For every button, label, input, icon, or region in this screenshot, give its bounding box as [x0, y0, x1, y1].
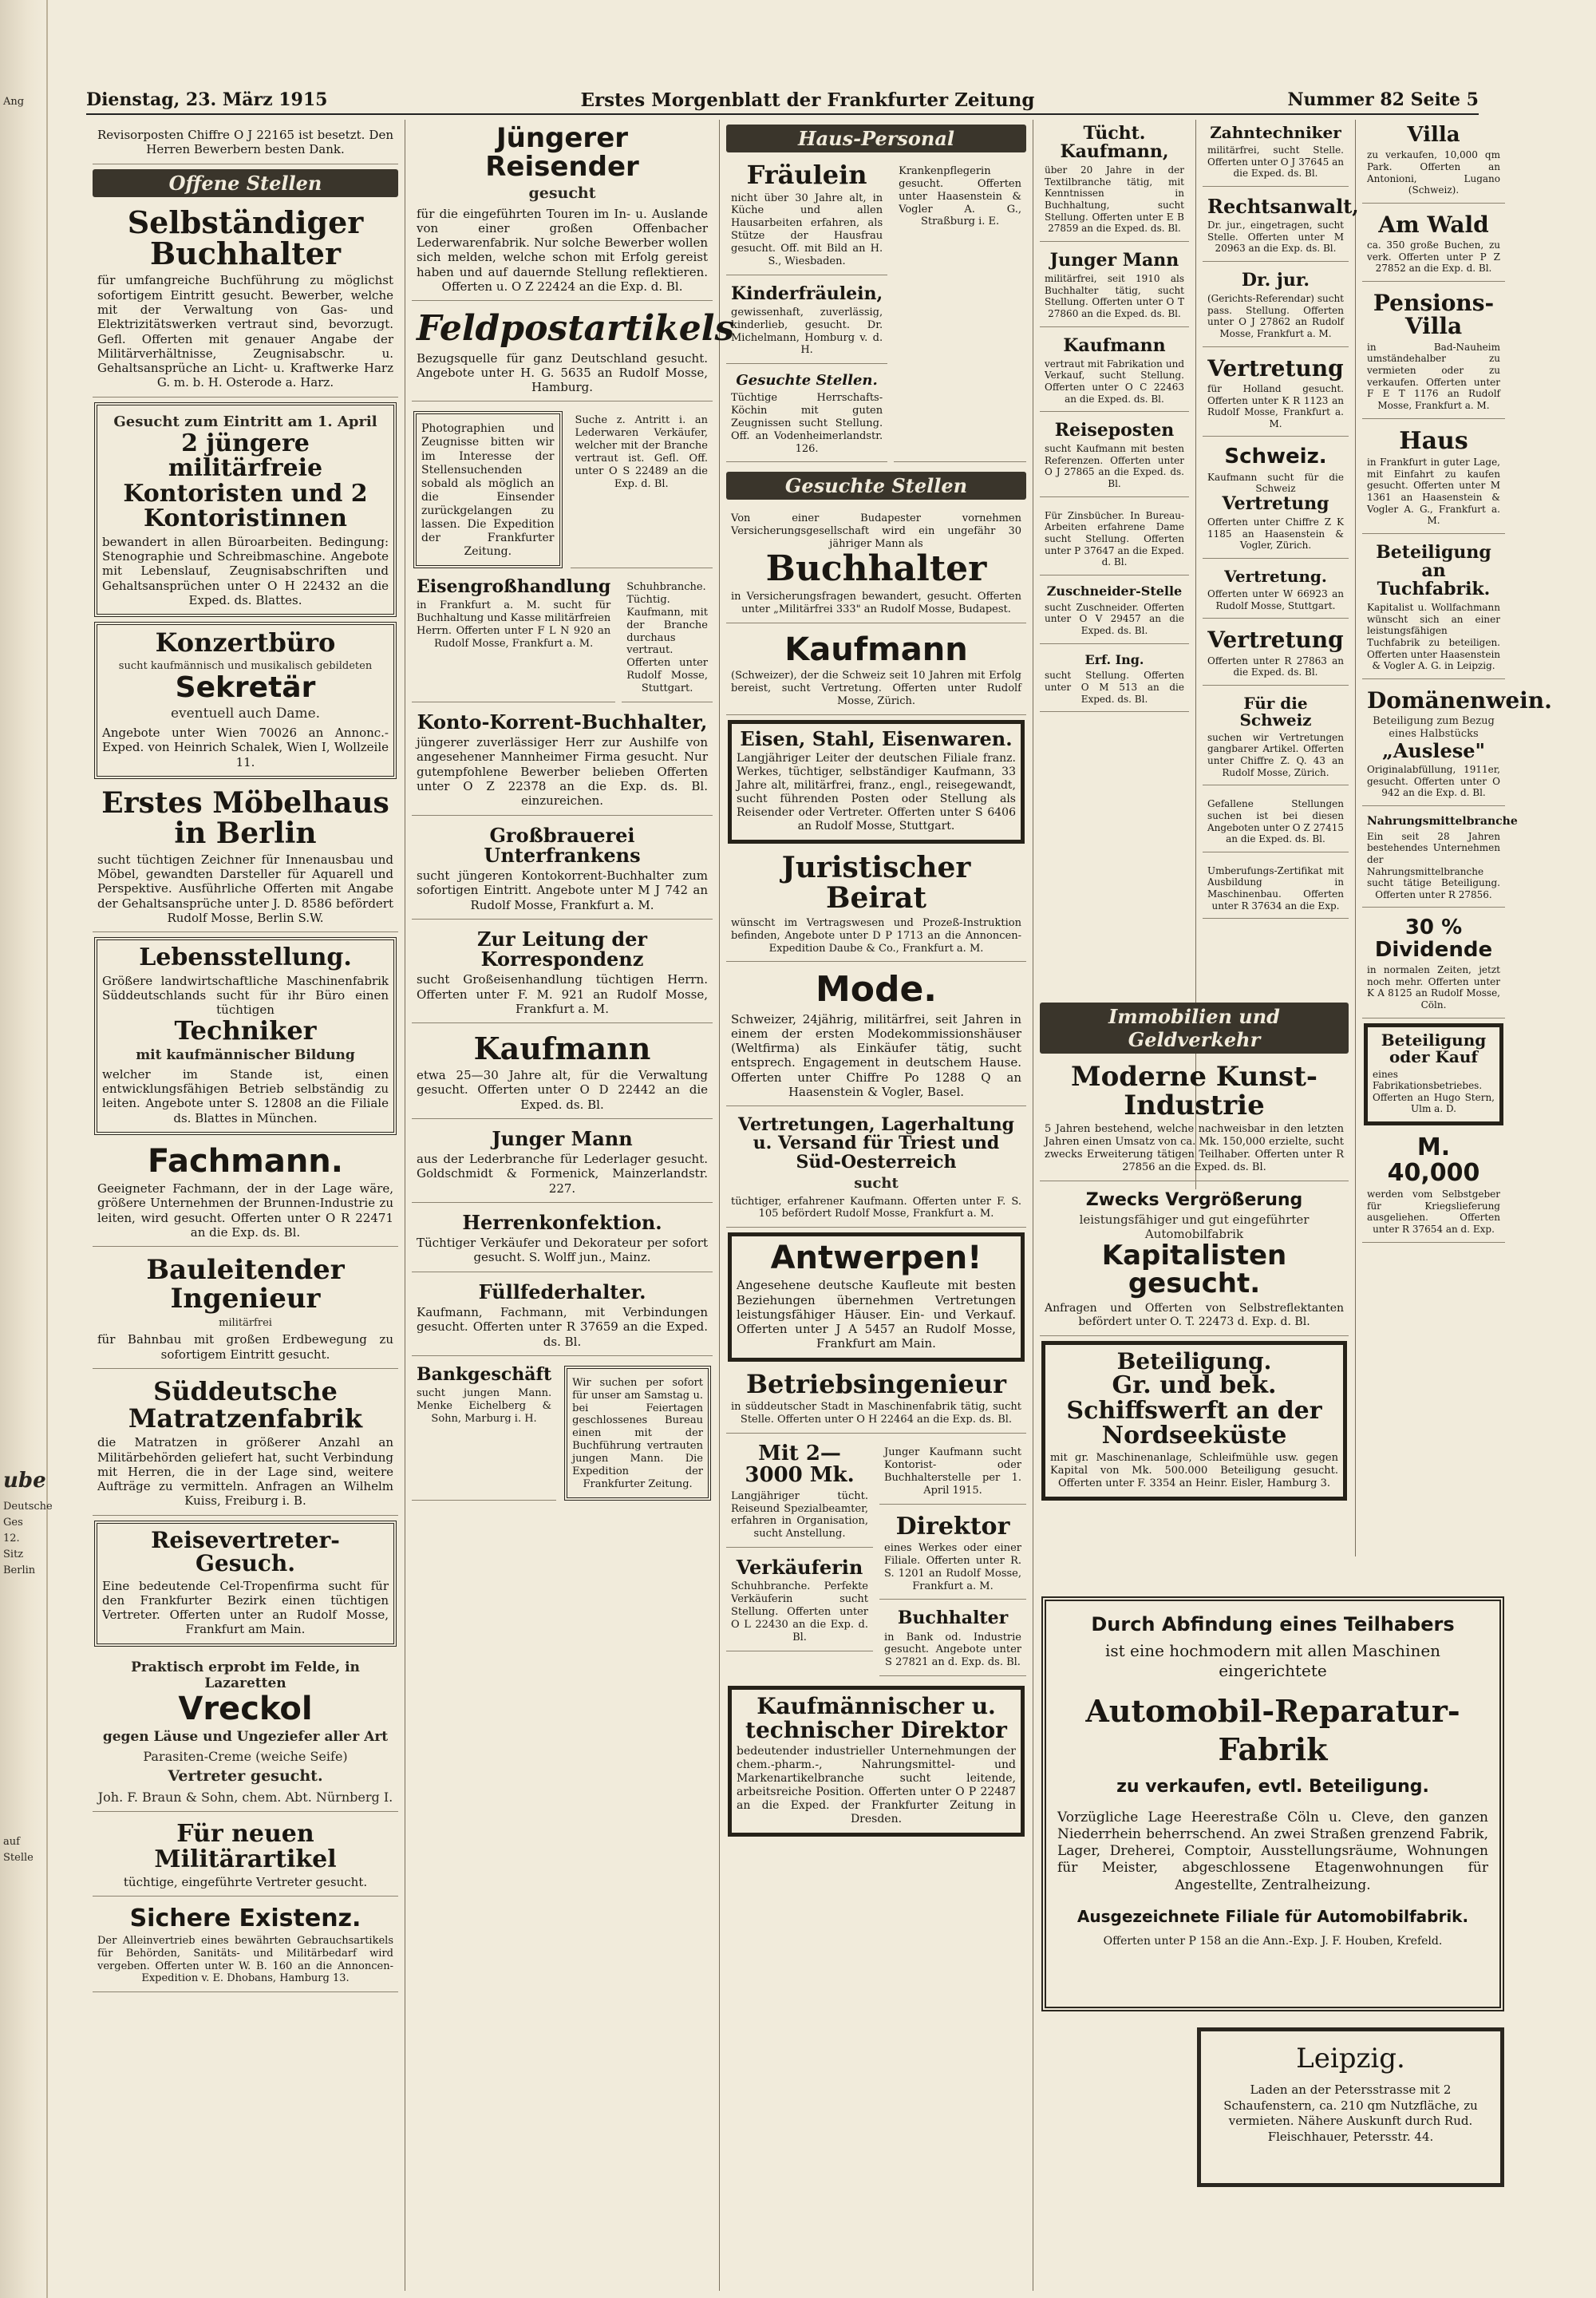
ad-title: Leipzig.	[1296, 2043, 1405, 2075]
ad-title: Zwecks Vergrößerung	[1085, 1189, 1303, 1210]
ad-body: (Schweizer), der die Schweiz seit 10 Jahren mit Erfolg bereist, sucht Vertretung. Offerten unter Rudolf Mosse, Zürich.	[731, 669, 1021, 707]
ad-kaufmann	[412, 1028, 713, 1119]
notice-expedition	[564, 1366, 711, 1501]
previous-page-gutter	[0, 0, 53, 2298]
ad-body: Kapitalist u. Wollfachmann wünscht sich an einer leistungsfähigen Tuchfabrik zu beteiligen. Offerten unter Haasenstein & Vogler A. G. in Leipzig.	[1367, 602, 1501, 672]
ad-buchhalter	[93, 202, 398, 398]
ad-title: Vertretungen, Lagerhaltung u. Versand für Triest und Süd-Oesterreich	[737, 1114, 1015, 1173]
ad-direktor	[879, 1509, 1026, 1600]
ad-grossbrauerei	[412, 821, 713, 920]
ad-body: Kaufmann sucht für die Schweiz	[1207, 471, 1344, 495]
gutter-fragment: Deutsche	[3, 1501, 53, 1513]
ad-dr-jur	[1203, 267, 1349, 347]
ad-body: in Bank od. Industrie gesucht. Angebote unter S 27821 an d. Exp. ds. Bl.	[884, 1631, 1021, 1669]
ad-kunst-industrie	[1040, 1058, 1349, 1181]
ad-title: Betriebsingenieur	[745, 1368, 1006, 1399]
page-header	[86, 86, 1479, 115]
ad-title: Buchhalter	[897, 1608, 1009, 1629]
ad-title: Schweiz.	[1224, 445, 1327, 469]
ad-fuer-die-schweiz	[1203, 690, 1349, 786]
ad-kaufmann-schweiz	[726, 628, 1026, 715]
column-1	[86, 120, 405, 2291]
ad-body: wünscht im Vertragswesen und Prozeß-Instruktion befinden, Angebote unter D P 1713 an die Annoncen-Expedition Daube & Co., Frankfurt a. M.	[731, 916, 1021, 955]
notice-photographien	[413, 411, 563, 568]
ad-schiffswerft	[1041, 1341, 1347, 1500]
ad-body: Ein seit 28 Jahren bestehendes Unternehmen der Nahrungsmittelbranche sucht tätige Beteiligung. Offerten unter R 27856.	[1367, 830, 1500, 900]
ad-title: Lebensstellung.	[139, 943, 352, 972]
ad-title: Zur Leitung der Korrespondenz	[476, 927, 648, 971]
ad-subtitle: Parasiten-Creme (weiche Seife)	[143, 1748, 348, 1764]
ad-am-wald	[1362, 208, 1505, 282]
ad-sichere-existenz	[93, 1901, 398, 1992]
ad-title: Herrenkonfektion.	[462, 1210, 662, 1234]
ad-2-3000-mk	[726, 1438, 873, 1548]
ad-fuellfederhalter	[412, 1277, 713, 1356]
ad-rechtsanwalt	[1203, 192, 1359, 262]
ad-title: Füllfederhalter.	[478, 1280, 646, 1303]
ad-junger-mann	[412, 1124, 713, 1203]
ad-subtitle: gegen Läuse und Ungeziefer aller Art	[102, 1729, 389, 1746]
ad-body: (Gerichts-Referendar) sucht pass. Stellung. Offerten unter O J 27862 an Rudolf Mosse, Frankfurt a. M.	[1207, 293, 1344, 339]
ad-body: Offerten unter W 66923 an Rudolf Mosse, Stuttgart.	[1207, 587, 1344, 611]
ad-beteiligung-kauf	[1364, 1023, 1503, 1126]
ad-title: Kaufmann	[473, 1030, 651, 1067]
ad-automobil-reparatur	[1041, 1596, 1504, 2011]
ad-body: Tüchtiger Verkäufer und Dekorateur per sofort gesucht. S. Wolff jun., Mainz.	[417, 1236, 708, 1265]
ad-tuecht-kaufmann	[1040, 120, 1189, 242]
ad-body: Anfragen und Offerten von Selbstreflektanten befördert unter O. T. 22473 d. Exp. d. Bl.	[1045, 1301, 1344, 1328]
ad-title: Für neuen Militärartikel	[154, 1820, 337, 1873]
ad-title: Durch Abfindung eines Teilhabers	[1091, 1613, 1455, 1635]
ad-subtitle: gesucht	[528, 184, 596, 203]
ad-body: sucht tüchtigen Zeichner für Innenausbau und Möbel, gewandten Darsteller für Aquarell und Perspektive. Ausführliche Offerten mit Angabe der Gehaltsansprüche unter J. D. 8586 befördert Rudolf Mosse, Berlin S.W.	[97, 852, 393, 925]
ad-zuschneider	[1040, 580, 1189, 644]
ad-dividende	[1362, 912, 1505, 1018]
column-5	[1196, 120, 1359, 1094]
split-right	[879, 1438, 1026, 1681]
ad-title: Kapitalisten gesucht.	[1101, 1239, 1287, 1300]
header-number: Nummer 82 Seite 5	[1287, 89, 1479, 110]
column-6	[1356, 120, 1552, 1580]
ad-bold-line: Ausgezeichnete Filiale für Automobilfabrik.	[1077, 1906, 1469, 1926]
ad-title: Junger Mann	[492, 1126, 633, 1150]
ad-title: Reiseposten	[1054, 420, 1175, 441]
ad-body: für Bahnbau mit großen Erdbewegung zu sofortigem Eintritt gesucht.	[97, 1332, 393, 1362]
ad-body: Angebote unter Wien 70026 an Annonc.-Exped. von Heinrich Schalek, Wien I, Wollzeile 11.	[102, 726, 389, 769]
ad-korrespondenz	[412, 924, 713, 1023]
ad-body: in Versicherungsfragen bewandert, gesucht. Offerten unter „Militärfrei 333" an Rudolf Mosse, Budapest.	[731, 591, 1021, 616]
ad-body: Offerten unter R 27863 an die Exped. ds. Bl.	[1207, 655, 1344, 678]
ad-subtitle: Praktisch erprobt im Felde, in Lazaretten	[131, 1659, 360, 1692]
ad-body: Langjähriger tücht. Reiseund Spezialbeamter, erfahren in Organisation, sucht Anstellung.	[731, 1489, 868, 1541]
ad-title: 2 jüngere militärfreie Kontoristen und 2 Kontoristinnen	[123, 429, 368, 533]
ad-herrenkonfektion	[412, 1208, 713, 1272]
ad-body: jüngerer zuverlässiger Herr zur Aushilfe von angesehener Mannheimer Firma gesucht. Nur gutempfohlene Bewerber belieben Offerten unter O Z 22378 an die Exp. ds. Bl. einzureichen.	[417, 735, 708, 809]
ad-body: militärfrei, sucht Stelle. Offerten unter O J 37645 an die Exped. ds. Bl.	[1207, 144, 1344, 180]
gutter-fragment: Stelle	[3, 1852, 34, 1864]
ad-body: militärfrei, seit 1910 als Buchhalter tätig, sucht Stellung. Offerten unter O T 27860 an die Exped. ds. Bl.	[1045, 273, 1184, 319]
ad-body: Langjähriger Leiter der deutschen Filiale franz. Werkes, tüchtiger, selbständiger Kaufmann, 33 Jahre alt, militärfrei, franz., engl., reisegewandt, sucht führenden Posten oder Stellung als Reisender oder Vertreter. Offerten unter S 6406 an Rudolf Mosse, Stuttgart.	[737, 751, 1016, 833]
ad-title: Kinderfräulein,	[731, 283, 883, 304]
gutter-fragment: Ges	[3, 1517, 23, 1529]
ad-body: zu verkaufen, 10,000 qm Park. Offerten an Antonioni, Lugano (Schweiz).	[1367, 149, 1500, 196]
ad-leipzig	[1197, 2027, 1504, 2187]
ad-eisen-stahl	[728, 720, 1025, 844]
ad-title: Erf. Ing.	[1084, 651, 1144, 667]
ad-vergroesserung	[1040, 1186, 1349, 1336]
ad-body: eines Fabrikationsbetriebes. Offerten an Hugo Stern, Ulm a. D.	[1373, 1068, 1495, 1115]
ad-subtitle: zu verkaufen, evtl. Beteiligung.	[1116, 1777, 1429, 1797]
ad-title: Vertretung	[1207, 627, 1344, 654]
ad-body: Tüchtige Herrschafts-Köchin mit guten Zeugnissen sucht Stellung. Off. an Vodenheimerlandstr. 126.	[731, 392, 883, 455]
ad-reisevertreter	[94, 1521, 397, 1647]
ad-subtitle: mit kaufmännischer Bildung	[136, 1047, 355, 1064]
ad-body: Laden an der Petersstrasse mit 2 Schaufenstern, ca. 210 qm Nutzfläche, zu vermieten. Nähere Auskunft durch Rud. Fleischhauer, Petersstr. 44.	[1223, 2082, 1478, 2144]
ad-body: bedeutender industrieller Unternehmungen der chem.-pharm.-, Nahrungsmittel- und Markenartikelbranche sucht leitende, arbeitsreiche Position. Offerten unter O P 22487 an die Exped. der Frankfurter Zeitung in Dresden.	[737, 1744, 1016, 1826]
ad-title: Beteiligung an Tuchfabrik.	[1376, 541, 1491, 600]
ad-subtitle: leistungsfähiger und gut eingeführter Automobilfabrik	[1079, 1212, 1310, 1242]
ad-body: für Holland gesucht. Offerten unter K R 1123 an Rudolf Mosse, Frankfurt a. M.	[1207, 382, 1344, 429]
ad-title: Tücht. Kaufmann,	[1060, 123, 1169, 163]
ad-title: Dividende	[1374, 937, 1493, 962]
ad-title: Erstes Möbelhaus in Berlin	[101, 786, 389, 850]
ad-mode	[726, 967, 1026, 1106]
ad-body: sucht Zuschneider. Offerten unter O V 29457 an die Exped. ds. Bl.	[1045, 601, 1184, 636]
ad-subtitle: Beteiligung zum Bezug eines Halbstücks	[1373, 715, 1495, 741]
ad-title: Pensions-Villa	[1373, 290, 1495, 340]
ad-title: Am Wald	[1378, 211, 1489, 238]
ad-body: Kaufmann, Fachmann, mit Verbindungen gesucht. Offerten unter R 37659 an die Exped. ds. Bl.	[417, 1304, 708, 1349]
ad-title: Vreckol	[178, 1691, 313, 1728]
ad-body: vertraut mit Fabrikation und Verkauf, sucht Stellung. Offerten unter O C 22463 an die Exped. ds. Bl.	[1045, 358, 1184, 405]
ad-body: in süddeutscher Stadt in Maschinenfabrik tätig, sucht Stelle. Offerten unter O H 22464 an die Exp. ds. Bl.	[731, 1401, 1021, 1426]
ad-feldpostartikel	[412, 306, 735, 401]
split-row	[412, 406, 713, 573]
ad-firm: Offerten unter P 158 an die Ann.-Exp. J. F. Houben, Krefeld.	[1103, 1934, 1443, 1948]
ad-title: Mit 2—3000 Mk.	[745, 1442, 855, 1488]
ad-title: Buchhalter	[765, 548, 987, 590]
ad-body: Größere landwirtschaftliche Maschinenfabrik Süddeutschlands sucht für ihr Büro einen tüchtigen	[102, 973, 389, 1018]
ad-title: Feldpostartikels	[417, 308, 735, 350]
ad-title: Sichere Existenz.	[129, 1904, 361, 1933]
ad-title: Beteiligung oder Kauf	[1381, 1030, 1487, 1066]
ad-title: Vertretung	[1222, 492, 1329, 514]
ad-schuhbranche	[622, 573, 713, 702]
ad-body: Geeigneter Fachmann, der in der Lage wäre, größere Unternehmen der Brunnen-Industrie zu leiten, wird gesucht. Offerten unter O R 22471 an die Exp. ds. Bl.	[97, 1181, 393, 1240]
ad-title: Haus	[1399, 426, 1468, 455]
ad-haus	[1362, 424, 1505, 534]
ad-body: Vorzügliche Lage Heerestraße Cöln u. Cleve, den ganzen Niederrhein beherrschend. An zwei Straßen grenzend Fabrik, Lager, Dreherei, Comptoir, Ausstellungsräume, Wohnungen für Meister, abgeschlossene Etagenwohnungen für Angestellte, Zentralheizung.	[1057, 1809, 1488, 1893]
ad-body: Krankenpflegerin gesucht. Offerten unter Haasenstein & Vogler A. G., Straßburg i. E.	[899, 165, 1021, 228]
ad-vreckol	[93, 1651, 398, 1812]
ad-militaerartikel	[93, 1817, 398, 1897]
ad-title: Konzertbüro	[155, 627, 336, 659]
ad-subtitle: ist eine hochmodern mit allen Maschinen eingerichtete	[1104, 1641, 1441, 1680]
ad-domaenenwein	[1362, 684, 1552, 806]
ad-title: Juristischer Beirat	[781, 851, 971, 915]
ad-zinsbuecher	[1040, 502, 1189, 575]
ad-title: Dr. jur.	[1241, 269, 1310, 291]
ad-body: sucht Stellung. Offerten unter O M 513 an die Exped. ds. Bl.	[1045, 670, 1184, 705]
ad-body: Angesehene deutsche Kaufleute mit besten Beziehungen übernehmen Vertretungen leistungsfähiger Häuser. Ein- und Verkauf. Offerten unter J A 5457 an Rudolf Mosse, Frankfurt am Main.	[737, 1278, 1016, 1351]
ad-technischer-direktor	[728, 1686, 1025, 1837]
ad-body: Junger Kaufmann sucht Kontorist- oder Buchhalterstelle per 1. April 1915.	[884, 1446, 1021, 1497]
ad-body: 5 Jahren bestehend, welche nachweisbar in den letzten Jahren einen Umsatz von ca. Mk. 150,000 erzielte, sucht zwecks Erweiterung tätigen Teilhaber. Offerten unter R 27856 an die Exped. ds. Bl.	[1045, 1123, 1344, 1173]
ad-erf-ing	[1040, 649, 1189, 713]
ad-title: Vertretung	[1207, 354, 1344, 382]
ad-vertretungen-triest	[726, 1111, 1026, 1228]
ad-title: Bankgeschäft	[417, 1363, 552, 1385]
ad-body: Von einer Budapester vornehmen Versicherungsgesellschaft wird ein ungefähr 30 jähriger Mann als	[731, 512, 1021, 551]
ad-body: mit gr. Maschinenanlage, Schleifmühle usw. gegen Kapital von Mk. 500.000 Beteiligung gesucht. Offerten unter F. 3354 an Heinr. Eisler, Hamburg 3.	[1050, 1451, 1338, 1489]
section-offene-stellen: Offene Stellen	[93, 169, 398, 197]
column-4-5-lower	[1033, 998, 1356, 1556]
ad-moebelhaus	[93, 784, 398, 932]
ad-title: Konto-Korrent-Buchhalter,	[417, 710, 708, 734]
ad-title: Kaufmann	[1063, 334, 1166, 356]
ad-title: Zuschneider-Stelle	[1046, 583, 1183, 599]
ad-title: M. 40,000	[1387, 1133, 1480, 1187]
ad-title: Eisen, Stahl, Eisenwaren.	[740, 726, 1013, 750]
ad-title: Kaufmann	[784, 631, 968, 668]
split-row	[412, 573, 713, 707]
ad-vertretung-7	[1203, 623, 1349, 686]
ad-title: Domänenwein.	[1367, 686, 1552, 714]
ad-koechin	[726, 369, 887, 462]
ad-body: sucht jüngeren Kontokorrent-Buchhalter zum sofortigen Eintritt. Angebote unter M J 742 an Rudolf Mosse, Frankfurt a. M.	[417, 868, 708, 912]
ad-title: Süddeutsche Matratzenfabrik	[128, 1376, 363, 1434]
ad-fachmann	[93, 1140, 398, 1247]
ad-title: „Auslese"	[1381, 738, 1486, 762]
column-2	[405, 120, 735, 2291]
ad-body: nicht über 30 Jahre alt, in Küche und allen Hausarbeiten erfahren, als Stütze der Hausfrau gesucht. Off. mit Bild an H. S., Wiesbaden.	[731, 192, 883, 267]
ad-body: Schweizer, 24jährig, militärfrei, seit Jahren in einem der ersten Modekommissionshäuser (Weltfirma) als Einkäufer tätig, sucht entsprech. Engagement in deutschem Hause. Offerten unter Chiffre Po 1288 Q an Haasenstein & Vogler, Basel.	[731, 1011, 1021, 1100]
ad-body: für die eingeführten Touren im In- u. Auslande von einer großen Offenbacher Lederwarenfabrik. Nur solche Bewerber wollen sich melden, welche schon mit Erfolg gereist haben und auf dauernde Stellung reflektieren. Offerten u. O Z 22424 an die Exp. d. Bl.	[417, 206, 708, 295]
ad-body: in normalen Zeiten, jetzt noch mehr. Offerten unter K A 8125 an Rudolf Mosse, Cöln.	[1367, 964, 1500, 1011]
ad-body: suchen wir Vertretungen gangbarer Artikel. Offerten unter Chiffre Z. Q. 43 an Rudolf Mosse, Zürich.	[1207, 731, 1344, 778]
ad-m-40000	[1362, 1130, 1505, 1243]
ad-junger-kaufmann	[879, 1438, 1026, 1504]
ad-body: sucht Großeisenhandlung tüchtigen Herrn. Offerten unter F. M. 921 an Rudolf Mosse, Frankfurt a. M.	[417, 972, 708, 1016]
ad-body: Bezugsquelle für ganz Deutschland gesucht. Angebote unter H. G. 5635 an Rudolf Mosse, Hamburg.	[417, 350, 708, 395]
ad-schweiz	[1203, 441, 1349, 559]
ad-body: über 20 Jahre in der Textilbranche tätig, mit Kenntnissen in Buchhaltung, sucht Stellung. Offerten unter E B 27859 an die Exped. ds. Bl.	[1045, 164, 1184, 235]
header-title: Erstes Morgenblatt der Frankfurter Zeitung	[580, 89, 1035, 111]
ad-body: Schuhbranche. Tüchtig. Kaufmann, mit der Branche durchaus vertraut. Offerten unter Rudolf Mosse, Stuttgart.	[626, 581, 708, 695]
gutter-fragment: Sitz	[3, 1548, 24, 1560]
ad-pensions-villa	[1362, 287, 1505, 419]
ad-body: welcher im Stande ist, einen entwicklungsfähigen Betrieb selbständig zu leiten. Angebote unter S. 12808 an die Filiale ds. Blattes in München.	[102, 1066, 389, 1125]
ad-kontokorrent	[412, 707, 713, 816]
ad-title: Moderne Kunst-Industrie	[1070, 1061, 1318, 1121]
ad-body: bewandert in allen Büroarbeiten. Bedingung: Stenographie und Schreibmaschine. Angebote mit Lebenslauf, Zeugnisabschriften und Gehaltsansprüchen unter O H 22432 an die Exped. ds. Blattes.	[102, 534, 389, 607]
gutter-fragment: auf	[3, 1836, 20, 1848]
ad-body: Umberufungs-Zertifikat mit Ausbildung in Maschinenbau. Offerten unter R 37634 an die Exp.	[1207, 864, 1344, 912]
ad-body: werden vom Selbstgeber für Kriegslieferung ausgeliehen. Offerten unter R 37654 an d. Exp.	[1367, 1189, 1500, 1235]
ad-nahrungsmittel	[1362, 811, 1518, 908]
header-date: Dienstag, 23. März 1915	[86, 89, 328, 110]
split-left	[726, 1438, 873, 1681]
ad-kaufmann-4	[1040, 332, 1189, 413]
ad-subtitle: Gesucht zum Eintritt am 1. April	[113, 413, 377, 430]
ad-body: tüchtige, eingeführte Vertreter gesucht.	[123, 1875, 368, 1890]
ad-vertretung-6	[1203, 564, 1349, 619]
notice-revisor	[93, 120, 398, 164]
ad-vertretung-holland	[1203, 352, 1349, 437]
ad-buchhalter-bank	[879, 1604, 1026, 1676]
gutter-fragment: Berlin	[3, 1564, 36, 1576]
ad-title: Antwerpen!	[770, 1240, 982, 1277]
ad-title: Vertretung.	[1224, 566, 1327, 586]
ad-body: aus der Lederbranche für Lederlager gesucht. Goldschmidt & Formenick, Mainzerlandstr. 227.	[417, 1152, 708, 1196]
ad-body: Dr. jur., eingetragen, sucht Stelle. Offerten unter M 20963 an die Exp. ds. Bl.	[1207, 220, 1344, 255]
ad-title: Reisevertreter-Gesuch.	[151, 1526, 340, 1577]
ad-stellungen	[1203, 790, 1349, 852]
ad-krankenpflegerin	[894, 157, 1026, 462]
ad-villa	[1362, 120, 1505, 204]
ad-title: Zahntechniker	[1210, 123, 1341, 142]
ad-zahntechniker	[1203, 120, 1349, 187]
split-row	[726, 1438, 1026, 1681]
ad-subtitle: sucht kaufmännisch und musikalisch gebildeten	[118, 659, 373, 672]
ad-title: Junger Mann	[1049, 249, 1179, 271]
ad-body: Suche z. Antritt i. an Lederwaren Verkäufer, welcher mit der Branche vertraut ist. Gefl. Off. unter O S 22489 an die Exp. d. Bl.	[575, 414, 708, 490]
ad-body: Vertreter gesucht.	[168, 1767, 323, 1786]
ad-title: Sekretär	[175, 670, 316, 704]
ad-body: etwa 25—30 Jahre alt, für die Verwaltung gesucht. Offerten unter O D 22442 an die Exped. ds. Bl.	[417, 1068, 708, 1112]
ad-title: Rechtsanwalt,	[1207, 194, 1359, 218]
ad-ingenieur	[93, 1252, 398, 1369]
ad-title: Gr. und bek. Schiffswerft an der Nordseeküste	[1066, 1371, 1322, 1450]
ad-body: eines Werkes oder einer Filiale. Offerten unter R. S. 1201 an Rudolf Mosse, Frankfurt a. M.	[884, 1542, 1021, 1592]
section-immobilien: Immobilien und Geldverkehr	[1040, 1003, 1349, 1054]
ad-body: Offerten unter Chiffre Z K 1185 an Haasenstein & Vogler, Zürich.	[1207, 516, 1344, 552]
ad-title: Nahrungsmittelbranche	[1367, 815, 1518, 829]
ad-body: Der Alleinvertrieb eines bewährten Gebrauchsartikels für Behörden, Sanitäts- und Militärbedarf wird vergeben. Offerten unter W. B. 160 an die Annoncen-Expedition v. E. Dhobans, Hamburg 13.	[97, 1934, 393, 1985]
ad-title: Jüngerer Reisender	[485, 122, 639, 183]
ad-title: Direktor	[895, 1512, 1010, 1541]
ad-body: in Frankfurt a. M. sucht für Buchhaltung und Kasse militärfreien Herrn. Offerten unter F L N 920 an Rudolf Mosse, Frankfurt a. M.	[417, 599, 611, 650]
ad-lebensstellung	[94, 937, 397, 1135]
ad-antwerpen	[728, 1232, 1025, 1361]
split-row	[726, 157, 1026, 467]
gutter-fragment: 12.	[3, 1533, 20, 1545]
ad-konzertbuero	[94, 622, 397, 779]
ad-title: Automobil-Reparatur-Fabrik	[1085, 1693, 1460, 1767]
gutter-fragment: ube	[3, 1469, 46, 1493]
ad-title: Villa	[1407, 123, 1460, 147]
section-gesuchte-stellen: Gesuchte Stellen	[726, 472, 1026, 500]
ad-title: Fachmann.	[148, 1143, 343, 1181]
ad-subtitle: eventuell auch Dame.	[170, 706, 321, 722]
ad-reisender	[412, 120, 713, 301]
section-haus-personal: Haus-Personal	[726, 125, 1026, 152]
ad-lederwaren	[571, 406, 713, 568]
notice-text: Revisorposten Chiffre O J 22165 ist besetzt. Den Herren Bewerbern besten Dank.	[97, 128, 393, 157]
ad-title: Eisengroßhandlung	[417, 576, 611, 598]
ad-kinderfraeulein	[726, 280, 887, 365]
ad-buchhalter-budapest	[726, 504, 1026, 623]
ad-title: Kaufmännischer u. technischer Direktor	[745, 1693, 1007, 1743]
gutter-fragment: Ang	[3, 96, 25, 108]
ad-title: Techniker	[174, 1015, 317, 1046]
ad-body: in Bad-Nauheim umständehalber zu vermieten oder zu verkaufen. Offerten unter F E T 1176 an Rudolf Mosse, Frankfurt a. M.	[1367, 341, 1500, 411]
ad-junger-mann-4	[1040, 247, 1189, 327]
ad-firm: Joh. F. Braun & Sohn, chem. Abt. Nürnberg I.	[97, 1789, 393, 1805]
ad-kontoristen	[94, 402, 397, 617]
ad-reiseposten	[1040, 417, 1189, 497]
ad-title: Selbständiger Buchhalter	[127, 204, 364, 272]
ad-bankgeschaeft	[412, 1361, 556, 1501]
ad-body: Gefallene Stellungen suchen ist bei diesen Angeboten unter O Z 27415 an die Exped. ds. Bl.	[1207, 798, 1344, 845]
ad-subtitle: sucht	[854, 1174, 899, 1192]
ad-title: 30 %	[1404, 916, 1463, 940]
notice-text: Wir suchen per sofort für unser am Samstag u. bei Feiertagen geschlossenes Bureau einen mit der Buchführung vertrauten jungen Mann. Die Expedition der Frankfurter Zeitung.	[572, 1376, 703, 1490]
column-3	[720, 120, 1033, 2291]
split-left	[726, 157, 887, 467]
ad-title: Gesuchte Stellen.	[736, 372, 878, 390]
ad-eisengrosshandlung	[412, 573, 615, 702]
ad-body: für umfangreiche Buchführung zu möglichst sofortigem Eintritt gesucht. Bewerber, welche mit der Verwaltung von Gas- und Elektrizitätswerken vertraut sind, bevorzugt. Gefl. Offerten mit genauer Angabe der Militärverhältnisse, Zeugnisabschr. u. Gehaltsansprüche an Licht- u. Kraftwerke Harz G. m. b. H. Osterode a. Harz.	[97, 273, 393, 390]
ad-body: in Frankfurt in guter Lage, mit Einfahrt zu kaufen gesucht. Offerten unter M 1361 an Haasenstein & Vogler A. G., Frankfurt a. M.	[1367, 457, 1500, 527]
ad-title: Großbrauerei Unterfrankens	[484, 823, 641, 867]
ad-body: gewissenhaft, zuverlässig, kinderlieb, gesucht. Dr. Michelmann, Homburg v. d. H.	[731, 306, 883, 357]
ad-title: Beteiligung.	[1116, 1348, 1272, 1375]
ad-subtitle: militärfrei	[219, 1316, 272, 1329]
ad-matratzenfabrik	[93, 1374, 398, 1516]
split-row	[412, 1361, 713, 1505]
ad-body: Schuhbranche. Perfekte Verkäuferin sucht Stellung. Offerten unter O L 22430 an die Exp. d. Bl.	[731, 1580, 868, 1643]
ad-title: Fräulein	[746, 160, 867, 190]
notice-text: Photographien und Zeugnisse bitten wir im Interesse der Stellensuchenden sobald als möglich an die Einsender zurückgelangen zu lassen. Die Expedition der Frankfurter Zeitung.	[421, 422, 555, 559]
ad-betriebsingenieur	[726, 1367, 1026, 1434]
ad-juristischer-beirat	[726, 848, 1026, 962]
ad-title: Für die Schweiz	[1239, 693, 1312, 730]
ad-body: Eine bedeutende Cel-Tropenfirma sucht für den Frankfurter Bezirk einen tüchtigen Vertreter. Offerten unter an Rudolf Mosse, Frankfurt am Main.	[102, 1578, 389, 1637]
ad-body: tüchtiger, erfahrener Kaufmann. Offerten unter F. S. 105 befördert Rudolf Mosse, Frankfurt a. M.	[731, 1195, 1021, 1220]
ad-zertifikat	[1203, 857, 1349, 920]
ad-body: Für Zinsbücher. In Bureau-Arbeiten erfahrene Dame sucht Stellung. Offerten unter P 37647 an die Exped. d. Bl.	[1045, 509, 1184, 568]
ad-title: Mode.	[815, 969, 938, 1011]
ad-body: sucht Kaufmann mit besten Referenzen. Offerten unter O J 27865 an die Exped. ds. Bl.	[1045, 443, 1184, 490]
ad-title: Bauleitender Ingenieur	[146, 1254, 345, 1315]
ad-body: Originalabfüllung, 1911er, gesucht. Offerten unter O 942 an die Exp. d. Bl.	[1367, 764, 1500, 799]
ad-title: Verkäuferin	[736, 1556, 863, 1580]
ad-tuchfabrik	[1362, 539, 1505, 679]
ad-body: die Matratzen in größerer Anzahl an Militärbehörden geliefert hat, sucht Verbindung mit Herren, die in der Lage sind, weitere Aufträge zu vermitteln. Anfragen an Wilhelm Kuiss, Freiburg i. B.	[97, 1435, 393, 1509]
ad-verkaeuferin	[726, 1552, 873, 1651]
ad-fraeulein	[726, 157, 887, 275]
ad-body: sucht jungen Mann. Menke Eichelberg & Sohn, Marburg i. H.	[417, 1386, 552, 1425]
ad-body: ca. 350 große Buchen, zu verk. Offerten unter P Z 27852 an die Exp. d. Bl.	[1367, 239, 1500, 275]
